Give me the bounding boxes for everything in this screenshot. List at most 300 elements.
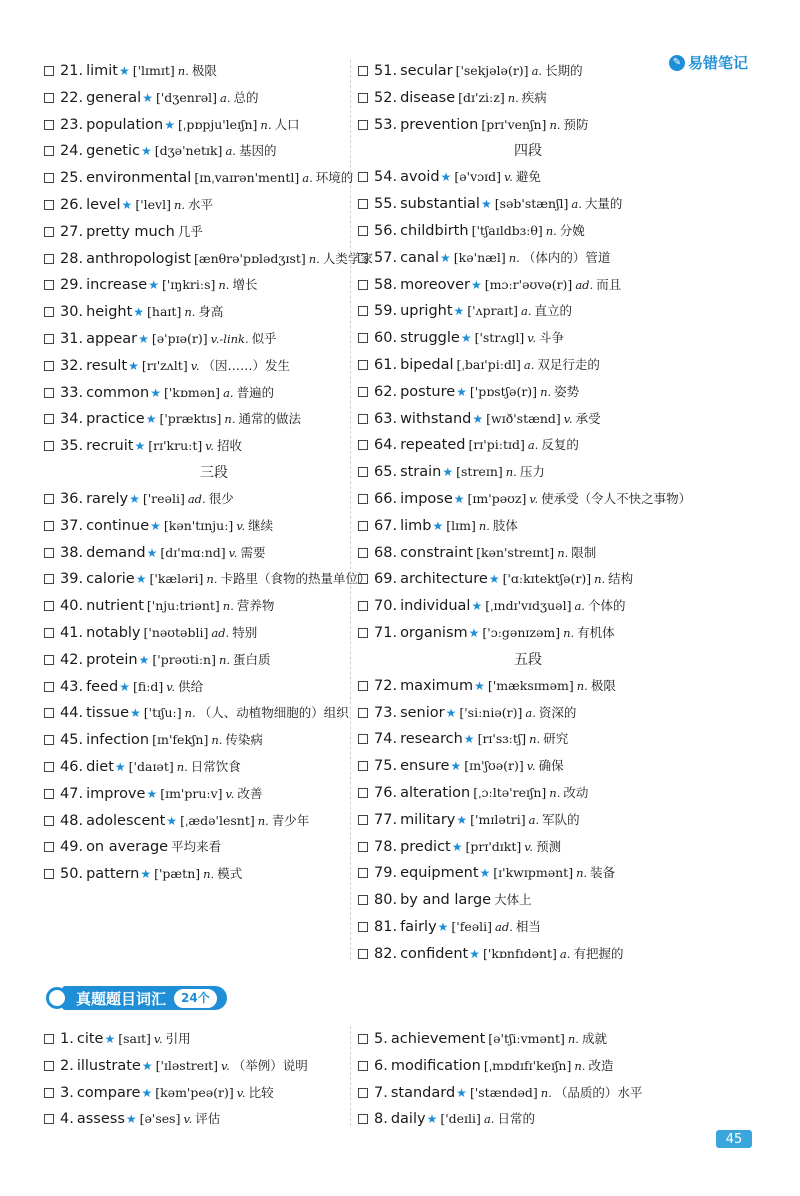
entry-part-of-speech: n. [218,652,231,667]
checkbox-icon[interactable] [358,93,368,103]
entry-word: illustrate [76,1057,141,1074]
star-icon: ★ [148,278,159,293]
star-icon: ★ [125,1112,137,1127]
checkbox-icon[interactable] [358,761,368,771]
word-entry [358,941,698,968]
word-entry [44,1080,384,1107]
vocab-list-left [44,1026,384,1133]
entry-definition: 日常的 [497,1111,535,1127]
entry-part-of-speech: n. [567,1032,579,1046]
checkbox-icon[interactable] [44,307,54,317]
entry-part-of-speech: n. [177,64,189,78]
entry-phonetic: ['daɪət] [128,758,174,774]
star-icon: ★ [141,1085,153,1100]
entry-word: canal [400,249,440,266]
entry-phonetic: [səb'stænʃl] [494,196,569,212]
checkbox-icon[interactable] [358,601,368,611]
entry-part-of-speech: n. [184,706,196,721]
entry-word: upright [400,303,453,320]
entry-number: 53. [374,116,398,133]
star-icon: ★ [142,90,153,105]
checkbox-icon[interactable] [44,842,54,852]
entry-definition: 总的 [233,89,259,105]
entry-number: 1. [60,1031,74,1047]
word-entry [358,540,698,567]
checkbox-icon[interactable] [358,949,368,959]
entry-definition: 改造 [588,1057,614,1073]
entry-definition: 长期的 [545,63,583,78]
entry-definition: 需要 [240,544,266,560]
checkbox-icon[interactable] [44,388,54,398]
checkbox-icon[interactable] [358,333,368,343]
entry-number: 68. [374,544,398,561]
entry-definition: 改动 [563,784,589,800]
entry-number: 5. [374,1031,388,1047]
entry-word: general [86,89,142,106]
entry-definition: 大体上 [494,892,532,908]
entry-definition: 而且 [596,276,622,292]
checkbox-icon[interactable] [358,895,368,905]
entry-number: 3. [60,1084,74,1101]
word-entry [44,58,384,85]
entry-word: recruit [86,438,134,455]
entry-phonetic: ['levl] [135,196,171,212]
entry-phonetic: [ɪnˌvaɪrən'mentl] [194,170,300,186]
entry-number: 67. [374,517,398,534]
checkbox-icon[interactable] [44,735,54,745]
entry-phonetic: ['prəʊtiːn] [152,651,216,667]
entry-number: 82. [374,945,398,962]
checkbox-icon[interactable] [44,574,54,584]
entry-phonetic: ['siːniə(r)] [459,704,523,720]
entry-part-of-speech: v. [225,786,235,801]
entry-phonetic: ['kɒnfɪdənt] [483,945,557,961]
star-icon: ★ [121,197,133,212]
word-entry [44,246,384,273]
checkbox-icon[interactable] [44,93,54,103]
word-entry [358,85,698,112]
checkbox-icon[interactable] [358,120,368,130]
entry-definition: （举例）说明 [232,1057,308,1073]
checkbox-icon[interactable] [44,441,54,451]
star-icon: ★ [104,1032,116,1046]
word-entry [44,593,384,620]
word-entry [358,298,698,325]
checkbox-icon[interactable] [358,253,368,263]
star-icon: ★ [456,384,467,399]
word-entry [358,1026,698,1053]
checkbox-icon[interactable] [44,628,54,638]
entry-definition: 似乎 [251,330,277,346]
checkbox-icon[interactable] [44,120,54,130]
word-entry [358,914,698,941]
entry-word: nutrient [86,598,144,615]
checkbox-icon[interactable] [358,306,368,316]
entry-part-of-speech: a. [571,197,582,212]
entry-definition: 人类学家 [322,250,373,266]
entry-part-of-speech: n. [507,90,519,105]
word-entry [358,325,698,352]
entry-part-of-speech: v. [527,331,537,346]
word-entry [44,219,384,246]
entry-phonetic: [prɪ'dɪkt] [465,838,522,854]
star-icon: ★ [426,1112,438,1127]
word-entry [44,674,384,701]
word-entry [358,807,698,834]
word-entry [358,753,698,780]
entry-part-of-speech: n. [576,678,588,693]
entry-phonetic: ['feəli] [451,918,493,934]
entry-word: on average [86,839,169,856]
entry-definition: 预测 [536,838,562,854]
entry-part-of-speech: n. [257,813,269,828]
entry-definition: （人、动植物细胞的）组织 [198,705,349,721]
checkbox-icon[interactable] [358,708,368,718]
entry-part-of-speech: n. [549,117,561,132]
entry-number: 44. [60,705,84,722]
entry-word: secular [400,63,453,79]
star-icon: ★ [166,813,178,828]
section-header [46,986,227,1010]
entry-definition: 特别 [232,624,258,640]
entry-definition: 研究 [543,731,569,747]
entry-number: 21. [60,63,84,79]
entry-number: 52. [374,89,398,106]
word-entry [358,164,698,191]
star-icon: ★ [488,572,500,587]
entry-word: practice [86,411,145,428]
entry-number: 28. [60,250,84,267]
entry-word: senior [400,704,445,721]
entry-definition: 分娩 [559,222,585,238]
entry-word: posture [400,383,456,400]
checkbox-icon[interactable] [44,1034,54,1044]
checkbox-icon[interactable] [358,199,368,209]
word-entry [44,513,384,540]
entry-word: demand [86,544,146,561]
entry-number: 64. [374,437,398,454]
entry-definition: 评估 [195,1111,221,1127]
entry-word: impose [400,490,453,507]
entry-number: 29. [60,277,84,294]
entry-definition: 身高 [198,304,224,320]
checkbox-icon[interactable] [358,280,368,290]
entry-definition: 极限 [191,63,217,78]
checkbox-icon[interactable] [44,227,54,237]
word-entry [358,459,698,486]
checkbox-icon[interactable] [44,1088,54,1098]
entry-number: 41. [60,624,84,641]
word-entry [44,834,384,861]
checkbox-icon[interactable] [358,922,368,932]
entry-part-of-speech: n. [224,412,236,427]
checkbox-icon[interactable] [44,361,54,371]
entry-word: continue [86,517,150,534]
star-icon: ★ [118,64,130,78]
checkbox-icon[interactable] [44,200,54,210]
entry-phonetic: [ə'pɪə(r)] [151,330,208,346]
checkbox-icon[interactable] [44,816,54,826]
entry-word: avoid [400,169,440,186]
entry-part-of-speech: n. [260,117,272,132]
checkbox-icon[interactable] [358,66,368,76]
entry-word: pretty much [86,223,175,240]
checkbox-icon[interactable] [44,280,54,290]
word-entry [44,192,384,219]
entry-word: repeated [400,437,466,454]
checkbox-icon[interactable] [358,1114,368,1124]
word-entry [358,432,698,459]
word-entry [358,191,698,218]
checkbox-icon[interactable] [358,440,368,450]
entry-definition: 个体的 [587,598,626,614]
entry-definition: 基因的 [238,143,277,159]
entry-word: result [86,357,128,374]
entry-number: 73. [374,704,398,721]
entry-phonetic: [dʒə'netɪk] [154,143,223,159]
word-entry [44,433,384,460]
checkbox-icon[interactable] [358,226,368,236]
star-icon: ★ [469,946,480,961]
star-icon: ★ [456,812,468,827]
entry-word: fairly [400,918,437,935]
entry-phonetic: [ɪn'ʃʊə(r)] [464,758,524,774]
entry-number: 55. [374,196,398,213]
entry-part-of-speech: n. [594,572,606,587]
entry-word: protein [86,651,138,668]
entry-number: 71. [374,624,398,641]
entry-definition: 人口 [274,116,300,132]
checkbox-icon[interactable] [358,1061,368,1071]
entry-phonetic: [ə'tʃiːvmənt] [488,1031,565,1046]
word-entry [44,566,384,593]
entry-definition: 青少年 [271,812,310,828]
entry-number: 42. [60,651,84,668]
checkbox-icon[interactable] [44,494,54,504]
entry-number: 61. [374,356,398,373]
entry-part-of-speech: v. [221,1058,230,1073]
checkbox-icon[interactable] [358,521,368,531]
star-icon: ★ [432,518,444,533]
entry-definition: 模式 [217,866,243,882]
word-entry [358,726,698,753]
checkbox-icon[interactable] [358,414,368,424]
word-entry [358,112,698,139]
entry-definition: 引用 [165,1031,191,1046]
entry-part-of-speech: v. [236,1085,246,1100]
checkbox-icon[interactable] [358,574,368,584]
checkbox-icon[interactable] [44,254,54,264]
checkbox-icon[interactable] [44,762,54,772]
entry-number: 24. [60,143,84,160]
word-entry [358,620,698,647]
checkbox-icon[interactable] [358,868,368,878]
checkbox-icon[interactable] [44,334,54,344]
checkbox-icon[interactable] [358,387,368,397]
checkbox-icon[interactable] [44,708,54,718]
entry-word: improve [86,785,146,802]
word-count-badge: 24个 [174,989,217,1008]
entry-number: 58. [374,276,398,293]
checkbox-icon[interactable] [358,681,368,691]
star-icon: ★ [164,117,175,132]
entry-number: 70. [374,598,398,615]
star-icon: ★ [133,305,145,320]
entry-definition: 成就 [581,1031,607,1046]
entry-word: bipedal [400,356,454,373]
star-icon: ★ [150,518,161,533]
entry-phonetic: [ˌædə'lesnt] [180,812,255,828]
word-entry [358,1106,698,1133]
word-entry [44,1053,384,1080]
star-icon: ★ [480,197,492,212]
entry-part-of-speech: n. [308,251,320,266]
entry-definition: 预防 [563,116,589,132]
checkbox-icon[interactable] [358,1034,368,1044]
checkbox-icon[interactable] [358,628,368,638]
section-label: 四段 [514,143,542,160]
word-entry [44,754,384,781]
entry-part-of-speech: a. [574,599,585,614]
entry-word: tissue [86,705,129,722]
word-entry [44,326,384,353]
entry-definition: 营养物 [236,598,275,614]
word-entry [358,513,698,540]
checkbox-icon[interactable] [44,548,54,558]
checkbox-icon[interactable] [358,788,368,798]
entry-phonetic: [ɪm'pəʊz] [467,490,527,506]
entry-number: 48. [60,812,84,829]
checkbox-icon[interactable] [358,467,368,477]
section-label: 三段 [200,464,228,481]
star-icon: ★ [470,277,482,292]
entry-part-of-speech: a. [523,357,535,372]
checkbox-icon[interactable] [358,548,368,558]
entry-phonetic: ['præktɪs] [159,411,222,427]
checkbox-icon[interactable] [44,789,54,799]
word-entry [44,112,384,139]
checkbox-icon[interactable] [44,66,54,76]
checkbox-icon[interactable] [358,360,368,370]
vocab-list-right [358,1026,698,1133]
star-icon: ★ [440,170,452,185]
entry-number: 80. [374,892,398,909]
checkbox-icon[interactable] [44,173,54,183]
checkbox-icon[interactable] [44,146,54,156]
entry-definition: 极限 [590,677,616,693]
checkbox-icon[interactable] [44,1114,54,1124]
entry-phonetic: [rɪ'zʌlt] [141,357,188,373]
entry-definition: 限制 [571,544,597,560]
entry-definition: 比较 [248,1084,274,1100]
entry-part-of-speech: v. [526,759,536,774]
entry-part-of-speech: n. [206,572,218,587]
checkbox-icon[interactable] [358,842,368,852]
entry-definition: 有机体 [577,624,615,640]
entry-phonetic: [kəm'peə(r)] [155,1084,234,1100]
star-icon: ★ [134,439,146,454]
magnifier-icon [46,987,68,1009]
entry-phonetic: [lɪm] [446,517,476,533]
checkbox-icon[interactable] [358,815,368,825]
word-entry [358,887,698,914]
entry-word: calorie [86,571,135,588]
entry-definition: 招收 [217,438,243,454]
entry-number: 8. [374,1111,388,1128]
entry-part-of-speech: n. [557,545,569,560]
entry-number: 37. [60,517,84,534]
checkbox-icon[interactable] [44,601,54,611]
checkbox-icon[interactable] [44,655,54,665]
entry-definition: 通常的做法 [238,411,301,427]
entry-number: 63. [374,410,398,427]
entry-word: maximum [400,677,474,694]
entry-word: daily [390,1111,426,1128]
word-entry [358,834,698,861]
entry-word: individual [400,598,471,615]
entry-part-of-speech: n. [540,384,552,399]
checkbox-icon[interactable] [44,682,54,692]
entry-definition: 斗争 [539,330,565,346]
entry-phonetic: [ˌbaɪ'piːdl] [456,356,521,372]
entry-phonetic: [saɪt] [118,1031,151,1046]
entry-part-of-speech: a. [527,438,539,453]
entry-definition: 资深的 [538,704,577,720]
checkbox-icon[interactable] [358,734,368,744]
checkbox-icon[interactable] [358,172,368,182]
word-entry [44,353,384,380]
entry-number: 38. [60,544,84,561]
entry-word: disease [400,89,456,106]
star-icon: ★ [130,706,141,721]
checkbox-icon[interactable] [44,1061,54,1071]
entry-number: 27. [60,223,84,240]
entry-definition: 水平 [188,196,214,212]
entry-number: 79. [374,865,398,882]
entry-phonetic: [ˌɪndɪ'vɪdʒuəl] [485,598,572,614]
entry-definition: 确保 [538,758,564,774]
section-label: 五段 [514,651,542,668]
star-icon: ★ [463,732,475,747]
word-entry [358,593,698,620]
entry-word: struggle [400,330,460,347]
checkbox-icon[interactable] [358,1088,368,1098]
entry-part-of-speech: n. [576,866,588,881]
entry-number: 31. [60,330,84,347]
entry-definition: 压力 [519,464,545,480]
entry-part-of-speech: ad. [575,277,594,292]
checkbox-icon[interactable] [358,494,368,504]
entry-part-of-speech: a. [223,385,234,400]
entry-phonetic: ['dʒenrəl] [155,89,218,105]
entry-part-of-speech: ad. [495,919,513,934]
word-entry [358,780,698,807]
entry-word: strain [400,464,442,481]
checkbox-icon[interactable] [44,869,54,879]
entry-phonetic: [ˌmɒdɪfɪ'keɪʃn] [483,1057,572,1073]
star-icon: ★ [129,491,140,506]
entry-part-of-speech: a. [528,812,540,827]
entry-part-of-speech: n. [211,733,223,748]
checkbox-icon[interactable] [44,414,54,424]
entry-part-of-speech: a. [220,90,231,105]
word-entry [44,727,384,754]
checkbox-icon[interactable] [44,521,54,531]
entry-phonetic: [rɪ'piːtɪd] [468,437,525,453]
entry-word: notably [86,624,141,641]
entry-word: substantial [400,196,480,213]
entry-number: 43. [60,678,84,695]
